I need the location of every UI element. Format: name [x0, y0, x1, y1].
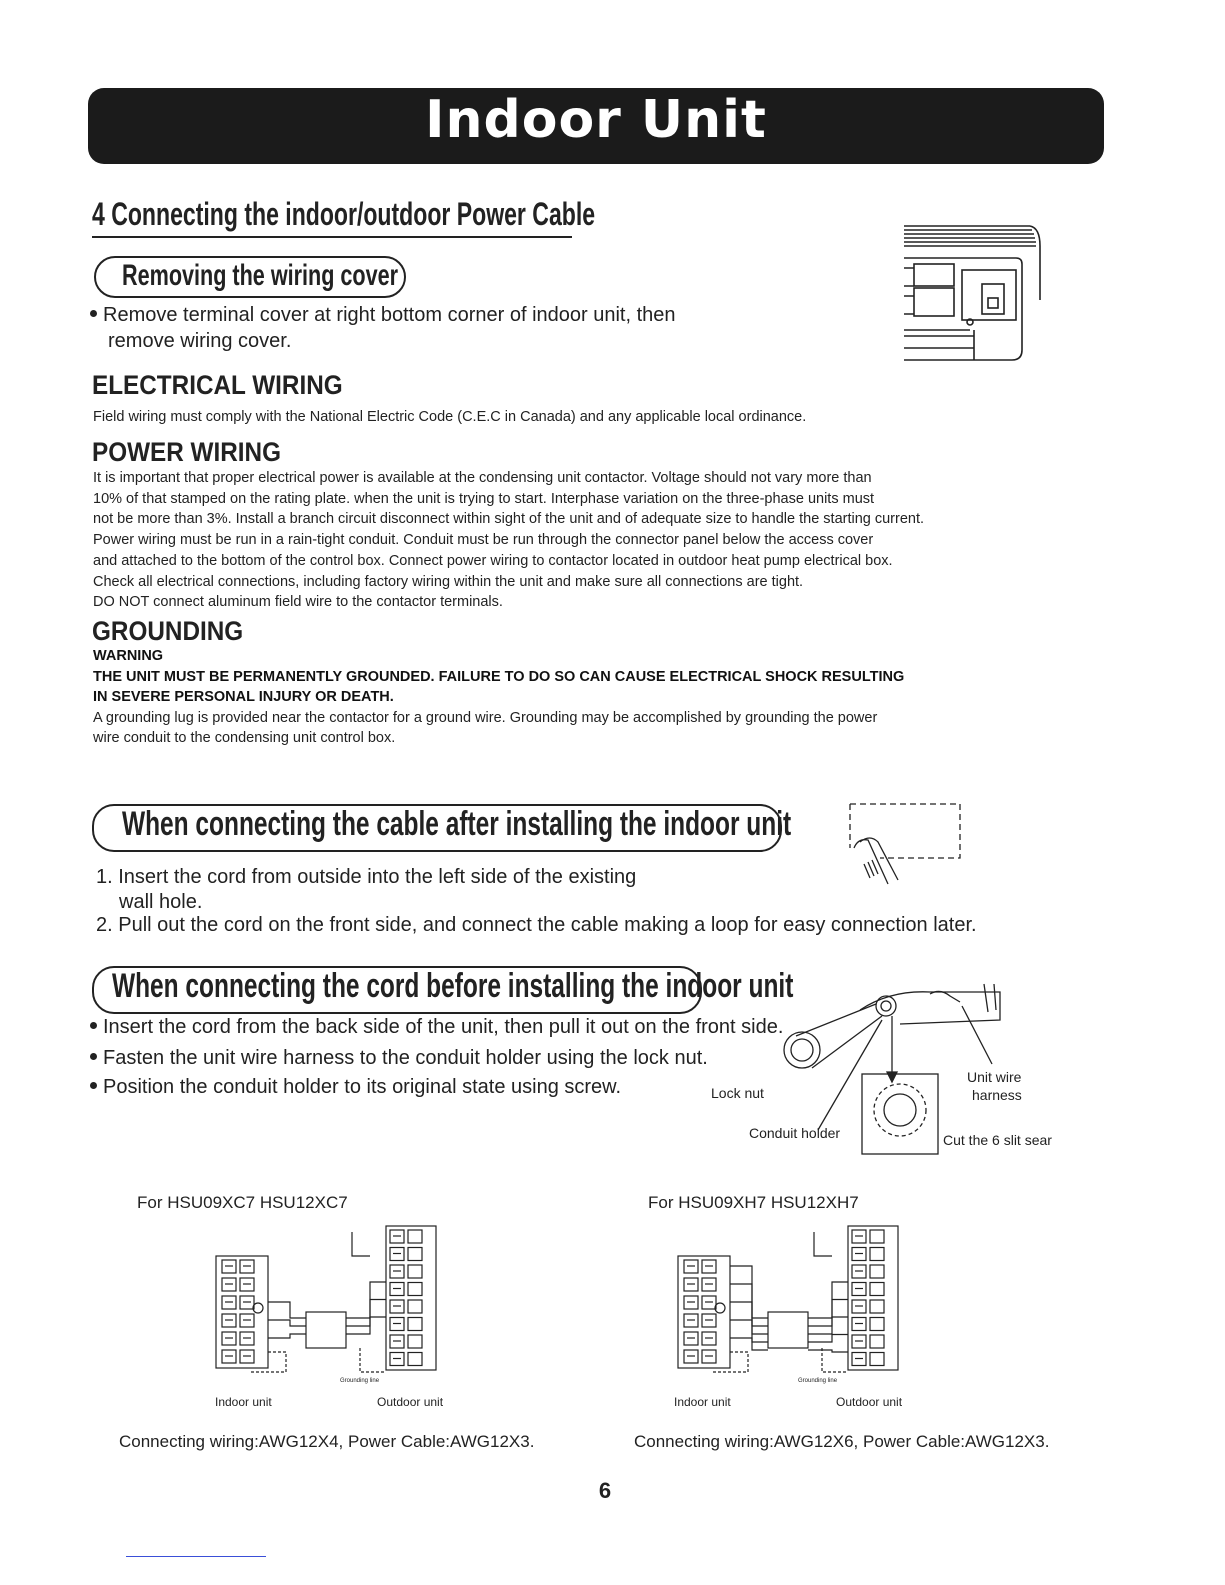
removing-line-2: remove wiring cover.: [108, 330, 292, 352]
power-line: Check all electrical connections, including factory wiring within the unit and make sure all connections are tight.: [93, 573, 804, 590]
grounding-text-1: A grounding lug is provided near the contactor for a ground wire. Grounding may be accomplished by grounding the power: [93, 709, 878, 726]
before-bullet-1: [90, 1016, 783, 1039]
page-title: Indoor Unit: [425, 90, 767, 150]
power-wiring-paragraph: [93, 468, 924, 613]
wiring-diagram-mark: [408, 1248, 422, 1261]
left-wiring-diagram: [210, 1222, 450, 1390]
grounding-warning-block: [93, 646, 904, 749]
lock-nut-label: Lock nut: [711, 1085, 764, 1101]
wiring-diagram-mark: [268, 1302, 306, 1318]
indoor-unit-cover-illustration: [900, 220, 1055, 368]
after-install-heading: When connecting the cable after installing the indoor unit: [122, 805, 792, 843]
after-step-2: 2. Pull out the cord on the front side, and connect the cable making a loop for easy connection later.: [96, 914, 977, 936]
right-grounding-label: Grounding line: [798, 1378, 838, 1384]
footer-link-underline: [126, 1556, 266, 1557]
wiring-diagram-mark: [870, 1248, 884, 1261]
wiring-diagram-mark: [870, 1230, 884, 1243]
grounding-text-2: wire conduit to the condensing unit control box.: [93, 730, 396, 747]
power-line: 10% of that stamped on the rating plate. when the unit is trying to start. Interphase variation on the three-phase units must: [93, 490, 875, 507]
before-install-heading: When connecting the cord before installing the indoor unit: [112, 967, 794, 1005]
left-wiring-caption: Connecting wiring:AWG12X4, Power Cable:AWG12X3.: [119, 1432, 535, 1451]
bullet-dot-icon: [90, 1082, 97, 1089]
wiring-diagram-mark: [306, 1312, 346, 1348]
wiring-diagram-mark: [808, 1300, 848, 1327]
after-step-1: 1. Insert the cord from outside into the left side of the existing: [96, 866, 637, 888]
bullet-dot-icon: [90, 1053, 97, 1060]
right-wiring-caption: Connecting wiring:AWG12X6, Power Cable:AWG12X3.: [634, 1432, 1050, 1451]
wiring-diagram-mark: [870, 1283, 884, 1296]
removing-bullet: [90, 304, 676, 327]
power-line: DO NOT connect aluminum field wire to the contactor terminals.: [93, 594, 503, 611]
bullet-dot-icon: [90, 1022, 97, 1029]
wiring-diagram-mark: [408, 1265, 422, 1278]
page-number: 6: [598, 1478, 612, 1503]
cut-slit-label: Cut the 6 slit sear: [943, 1132, 1052, 1148]
wiring-diagram-mark: [360, 1348, 386, 1372]
power-line: It is important that proper electrical power is available at the condensing unit contactor. Voltage should not vary more than: [93, 470, 872, 486]
electrical-wiring-text: Field wiring must comply with the National Electric Code (C.E.C in Canada) and any applicable local ordinance.: [93, 409, 807, 425]
wiring-diagram-mark: [808, 1335, 848, 1343]
wiring-diagram-mark: [408, 1353, 422, 1366]
left-indoor-label: Indoor unit: [215, 1395, 272, 1409]
section-title: 4 Connecting the indoor/outdoor Power Cable: [92, 196, 596, 232]
wiring-diagram-mark: [870, 1265, 884, 1278]
warning-line-2: IN SEVERE PERSONAL INJURY OR DEATH.: [93, 689, 394, 705]
wiring-diagram-mark: [730, 1266, 768, 1318]
unit-wire-label: Unit wire: [967, 1069, 1022, 1085]
wiring-diagram-mark: [870, 1318, 884, 1331]
right-indoor-label: Indoor unit: [674, 1395, 731, 1409]
wiring-diagram-mark: [730, 1338, 768, 1350]
harness-label: harness: [972, 1087, 1022, 1103]
right-model-label: For HSU09XH7 HSU12XH7: [648, 1193, 859, 1212]
electrical-wiring-heading: ELECTRICAL WIRING: [92, 370, 343, 400]
wiring-diagram-mark: [408, 1335, 422, 1348]
before-bullet-2-text: Fasten the unit wire harness to the conduit holder using the lock nut.: [103, 1047, 708, 1069]
wiring-diagram-mark: [870, 1353, 884, 1366]
wiring-diagram-mark: [352, 1232, 370, 1256]
bullet-dot-icon: [90, 310, 97, 317]
grounding-heading: GROUNDING: [92, 616, 244, 646]
wiring-diagram-mark: [814, 1232, 832, 1256]
before-bullet-2: [90, 1047, 708, 1070]
power-line: Power wiring must be run in a rain-tight conduit. Conduit must be run through the connector panel below the access cover: [93, 532, 874, 549]
wiring-diagram-mark: [870, 1335, 884, 1348]
before-bullet-1-text: Insert the cord from the back side of the unit, then pull it out on the front side.: [103, 1016, 784, 1038]
wiring-diagram-mark: [808, 1350, 848, 1352]
warning-label: WARNING: [93, 648, 164, 664]
left-outdoor-label: Outdoor unit: [377, 1395, 444, 1409]
before-bullet-3-text: Position the conduit holder to its original state using screw.: [103, 1076, 622, 1098]
wiring-diagram-mark: [268, 1334, 306, 1338]
left-grounding-label: Grounding line: [340, 1378, 380, 1384]
power-line: and attached to the bottom of the control box. Connect power wiring to contactor located in outdoor heat pump electrical box.: [93, 552, 893, 569]
wiring-diagram-mark: [408, 1318, 422, 1331]
removing-line-1: Remove terminal cover at right bottom corner of indoor unit, then: [103, 304, 676, 326]
section-title-underline: [92, 236, 572, 238]
wiring-diagram-mark: [408, 1300, 422, 1313]
wall-hole-illustration: [840, 798, 970, 890]
wiring-diagram-mark: [408, 1283, 422, 1296]
right-wiring-diagram: [672, 1222, 912, 1390]
before-bullet-3: [90, 1076, 621, 1099]
wiring-diagram-mark: [870, 1300, 884, 1313]
after-step-1-cont: wall hole.: [119, 891, 203, 913]
wiring-diagram-mark: [768, 1312, 808, 1348]
power-line: not be more than 3%. Install a branch circuit disconnect within sight of the unit and of adequate size to handle the starting current.: [93, 511, 925, 528]
removing-cover-heading: Removing the wiring cover: [122, 259, 399, 292]
wiring-diagram-mark: [730, 1320, 768, 1342]
wiring-diagram-mark: [408, 1230, 422, 1243]
conduit-holder-label: Conduit holder: [749, 1125, 841, 1141]
power-wiring-heading: POWER WIRING: [92, 437, 281, 467]
left-model-label: For HSU09XC7 HSU12XC7: [137, 1193, 348, 1212]
warning-line-1: THE UNIT MUST BE PERMANENTLY GROUNDED. FAILURE TO DO SO CAN CAUSE ELECTRICAL SHOCK RESULTING: [93, 668, 905, 685]
wiring-diagram-mark: [346, 1300, 386, 1327]
wiring-diagram-mark: [268, 1320, 306, 1326]
right-outdoor-label: Outdoor unit: [836, 1395, 903, 1409]
